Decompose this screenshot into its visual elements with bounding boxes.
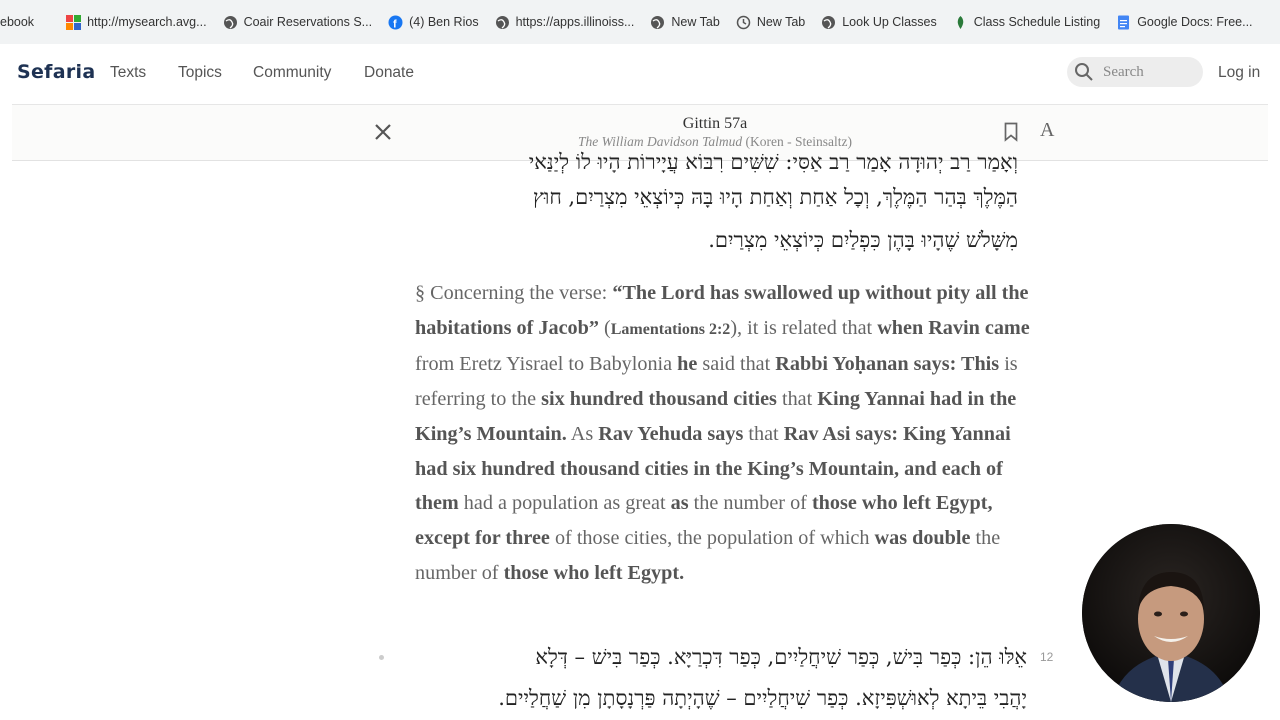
- translation-text: that: [743, 422, 784, 445]
- history-icon: [736, 15, 751, 30]
- search-input[interactable]: [1067, 57, 1203, 87]
- translation-text: the number of: [415, 526, 1001, 584]
- presenter-video-image: [1082, 524, 1260, 702]
- translation-bold: King Yannai had in the King’s Mountain.: [415, 388, 1017, 445]
- login-link[interactable]: Log in: [1218, 64, 1261, 81]
- text-reference-title: Gittin 57a: [682, 115, 748, 132]
- version-publisher: (Koren - Steinsaltz): [742, 134, 852, 149]
- bookmark-label: http://mysearch.avg...: [87, 15, 207, 29]
- translation-bold: those who left Egypt, except for three: [415, 492, 993, 549]
- globe-icon: [821, 15, 836, 30]
- bookmark-label: New Tab: [756, 15, 806, 29]
- translation-text: the number of: [688, 492, 812, 515]
- text-version-subtitle: [12, 134, 1280, 150]
- bookmark-item[interactable]: [1116, 8, 1252, 36]
- hebrew-line: יָהֲבִי בֵּיתָא לְאוּשְׁפִּיזָא. כְּפַר שִׁיחֲלַיִים – שֶׁהָיְתָה פַּרְנָסָתָן מִן שַׁחֲלַיִים.: [498, 686, 1027, 710]
- translation-bold: Rav Asi says: King Yannai had six hundred thousand cities in the King’s Mountain, and each of them: [415, 422, 1011, 515]
- bookmark-label: Look Up Classes: [842, 15, 937, 29]
- search-icon: [1074, 62, 1094, 82]
- translation-text: had a population as great: [458, 492, 671, 515]
- translation-bold: Rabbi Yoḥanan says: This: [775, 353, 1000, 376]
- translation-text: § Concerning the verse:: [415, 282, 613, 304]
- site-header: [12, 44, 1268, 105]
- globe-icon: [223, 15, 238, 30]
- bookmark-item[interactable]: [821, 8, 937, 36]
- translation-text: is referring to the: [415, 353, 1018, 411]
- translation-bold: he: [677, 353, 698, 376]
- citation-link[interactable]: Lamentations 2:2: [610, 320, 731, 338]
- sefaria-logo[interactable]: Sefaria: [17, 61, 96, 83]
- svg-text:f: f: [393, 18, 397, 30]
- bookmark-label: (4) Ben Rios: [409, 15, 479, 29]
- hebrew-line: מִשָּׁלֹשׁ שֶׁהָיוּ בָּהֶן כִּפְלַיִם כְּיוֹצְאֵי מִצְרַיִם.: [708, 228, 1018, 252]
- bookmark-item[interactable]: [736, 8, 805, 36]
- webcam-overlay: [1082, 524, 1260, 702]
- translation-bold: those who left Egypt.: [503, 561, 685, 584]
- bookmark-icon[interactable]: [1004, 122, 1018, 142]
- bookmark-label: Coair Reservations S...: [243, 15, 373, 29]
- bookmark-label: New Tab: [671, 15, 720, 29]
- bookmark-item[interactable]: [495, 8, 635, 36]
- docs-icon: [1116, 15, 1131, 30]
- segment-dot: [379, 655, 384, 660]
- bookmark-label: Class Schedule Listing: [973, 15, 1101, 29]
- translation-text: ), it is related that: [730, 316, 878, 339]
- facebook-icon: [388, 15, 403, 30]
- bookmark-label: https://apps.illinoiss...: [515, 15, 635, 29]
- bookmark-label: Google Docs: Free...: [1137, 15, 1253, 29]
- translation-bold: six hundred thousand cities: [541, 388, 777, 411]
- font-size-button[interactable]: A: [1040, 119, 1055, 141]
- translation-text: from Eretz Yisrael to Babylonia: [415, 353, 678, 376]
- avg-icon: [66, 15, 81, 30]
- nav-community[interactable]: Community: [253, 64, 332, 81]
- translation-bold: “The Lord has swallowed up without pity all the habitations of Jacob”: [415, 282, 1029, 339]
- bookmarks-bar: [0, 0, 1280, 44]
- globe-icon: [495, 15, 510, 30]
- version-title: The William Davidson Talmud: [578, 134, 743, 149]
- bookmark-item[interactable]: [388, 8, 478, 36]
- translation-text: said that: [697, 353, 776, 376]
- hebrew-line: הַמֶּלֶךְ בְּהַר הַמֶּלֶךְ, וְכׇל אַחַת וְאַחַת הָיוּ בָּהּ כְּיוֹצְאֵי מִצְרַיִם, חוּץ: [533, 185, 1018, 209]
- bookmark-item[interactable]: [0, 8, 34, 36]
- translation-bold: as: [670, 492, 689, 515]
- search-placeholder: Search: [1103, 63, 1144, 80]
- bookmark-label: ebook: [0, 15, 35, 29]
- hebrew-line: אֵלּוּ הֵן: כְּפַר בִּישׁ, כְּפַר שִׁיחֲלַיִים, כְּפַר דִּכְרַיָּא. כְּפַר בִּישׁ – דְּלָא: [535, 645, 1027, 669]
- bookmark-item[interactable]: [953, 8, 1100, 36]
- translation-bold: Rav Yehuda says: [598, 422, 744, 445]
- translation-bold: when Ravin came: [877, 316, 1030, 339]
- leaf-icon: [953, 15, 968, 30]
- translation-text: As: [566, 422, 599, 445]
- nav-topics[interactable]: Topics: [178, 64, 222, 81]
- translation-text: (: [598, 316, 611, 339]
- translation-bold: was double: [874, 526, 971, 549]
- nav-donate[interactable]: Donate: [364, 64, 414, 81]
- english-translation: [415, 276, 1035, 590]
- segment-number[interactable]: 12: [1040, 650, 1054, 664]
- globe-icon: [650, 15, 665, 30]
- nav-texts[interactable]: Texts: [110, 64, 147, 81]
- translation-text: of those cities, the population of which: [549, 526, 875, 549]
- translation-text: that: [776, 388, 818, 411]
- hebrew-line: וְאָמַר רַב יְהוּדָה אָמַר רַב אַסִּי: שִׁשִּׁים רִבּוֹא עֲיָירוֹת הָיוּ לוֹ לְיַנַּאי: [528, 150, 1018, 174]
- bookmark-item[interactable]: [66, 8, 207, 36]
- bookmark-item[interactable]: [650, 8, 719, 36]
- bookmark-item[interactable]: [223, 8, 373, 36]
